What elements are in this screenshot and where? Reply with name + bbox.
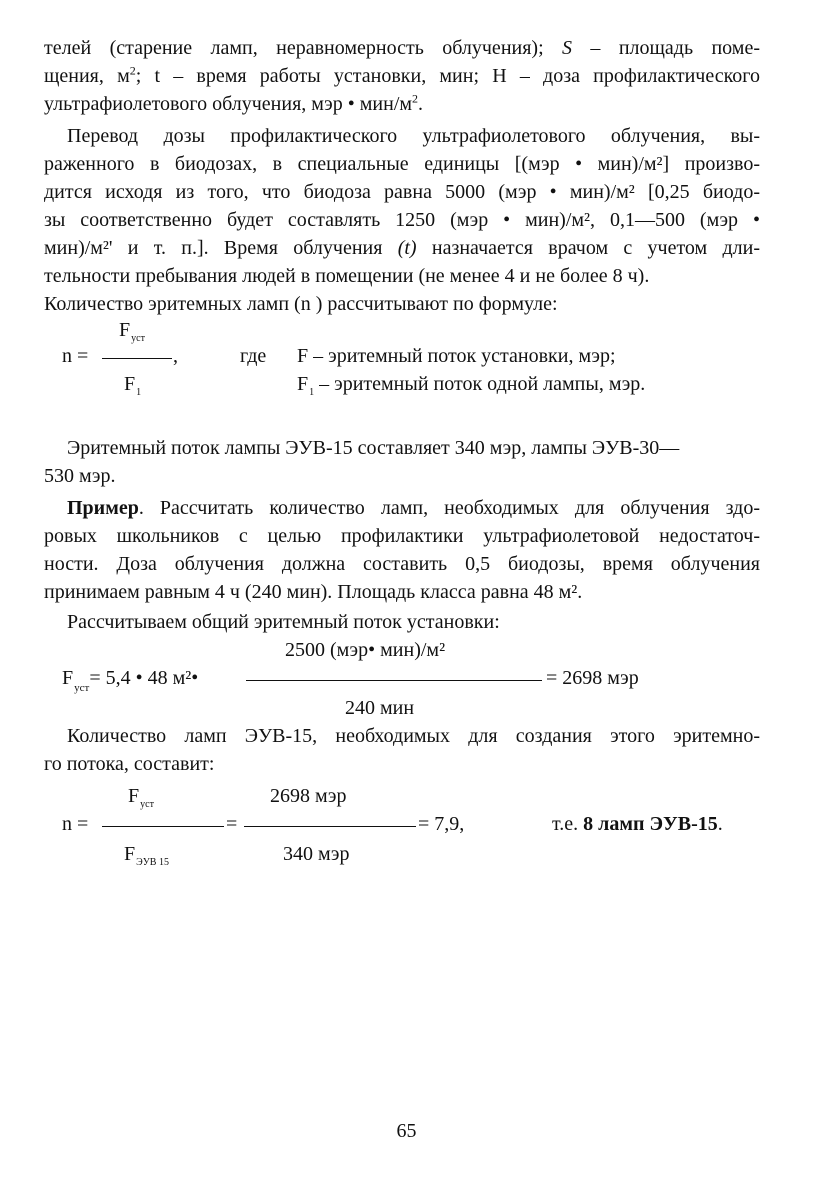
text-line: Количество ламп ЭУВ-15, необходимых для создания этого эритемно- <box>67 725 760 747</box>
formula-lhs: n = <box>62 813 89 835</box>
formula-numerator: 2698 мэр <box>270 785 347 807</box>
formula-conclusion: т.е. 8 ламп ЭУВ-15. <box>552 813 723 835</box>
page-number: 65 <box>396 1120 417 1142</box>
text-line: Рассчитываем общий эритемный поток установки: <box>67 611 500 633</box>
formula-result: = 2698 мэр <box>546 667 639 689</box>
text-line: 530 мэр. <box>44 465 116 487</box>
formula-numerator: 2500 (мэр• мин)/м² <box>285 639 446 661</box>
example-label: Пример <box>67 497 139 519</box>
text-line: мин)/м²' и т. п.]. Время облучения (t) назначается врачом с учетом дли- <box>44 237 760 259</box>
fraction-bar <box>246 680 542 681</box>
formula-denominator: $F_1$ <box>124 373 142 398</box>
formula-denominator: 340 мэр <box>283 843 350 865</box>
text-line: принимаем равным 4 ч (240 мин). Площадь класса равна 48 м². <box>44 581 583 603</box>
text-line: тельности пребывания людей в помещении (не менее 4 и не более 8 ч). <box>44 265 650 287</box>
text-line: раженного в биодозах, в специальные единицы [(мэр • мин)/м²] произво- <box>44 153 760 175</box>
text-line: щения, $м^2$; t – время работы установки, мин; Н – доза профилактического <box>44 63 760 87</box>
text-line: Эритемный поток лампы ЭУВ-15 составляет 340 мэр, лампы ЭУВ-30— <box>67 437 680 459</box>
text-line: ультрафиолетового облучения, мэр • мин/$м^2$. <box>44 91 424 115</box>
text-line: ровых школьников с целью профилактики ультрафиолетовой недостаточ- <box>44 525 760 547</box>
text-line: Пример. Рассчитать количество ламп, необходимых для облучения здо- <box>67 497 760 519</box>
formula-equals: = <box>226 813 238 835</box>
fraction-bar <box>102 826 224 827</box>
formula-numerator: $F_{уст}$ <box>119 319 145 344</box>
formula-definition: F – эритемный поток установки, мэр; <box>297 345 616 367</box>
text-line: дится исходя из того, что биодоза равна 5000 (мэр • мин)/м² [0,25 биодо- <box>44 181 760 203</box>
text-line: Количество эритемных ламп (n ) рассчитывают по формуле: <box>44 293 558 315</box>
text-line: Перевод дозы профилактического ультрафиолетового облучения, вы- <box>67 125 760 147</box>
formula-lhs: $F_{уст}= 5,4$ • 48 м²• <box>62 667 199 694</box>
formula-numerator: $F_{уст}$ <box>128 785 154 810</box>
text-line: ности. Доза облучения должна составить 0,5 биодозы, время облучения <box>44 553 760 575</box>
text-line: зы соответственно будет составлять 1250 (мэр • мин)/м², 0,1—500 (мэр • <box>44 209 760 231</box>
formula-denominator: $F_{ЭУВ 15}$ <box>124 843 169 868</box>
formula-lhs: n = <box>62 345 89 367</box>
formula-result: = 7,9, <box>418 813 465 835</box>
formula-comma: , <box>173 345 178 367</box>
formula-where: где <box>240 345 267 367</box>
formula-definition: $F_1$ – эритемный поток одной лампы, мэр. <box>297 373 646 398</box>
fraction-bar <box>102 358 172 359</box>
formula-denominator: 240 мин <box>345 697 415 719</box>
fraction-bar <box>244 826 416 827</box>
text-line: го потока, составит: <box>44 753 215 775</box>
text-line: телей (старение ламп, неравномерность облучения); S – площадь поме- <box>44 37 760 59</box>
